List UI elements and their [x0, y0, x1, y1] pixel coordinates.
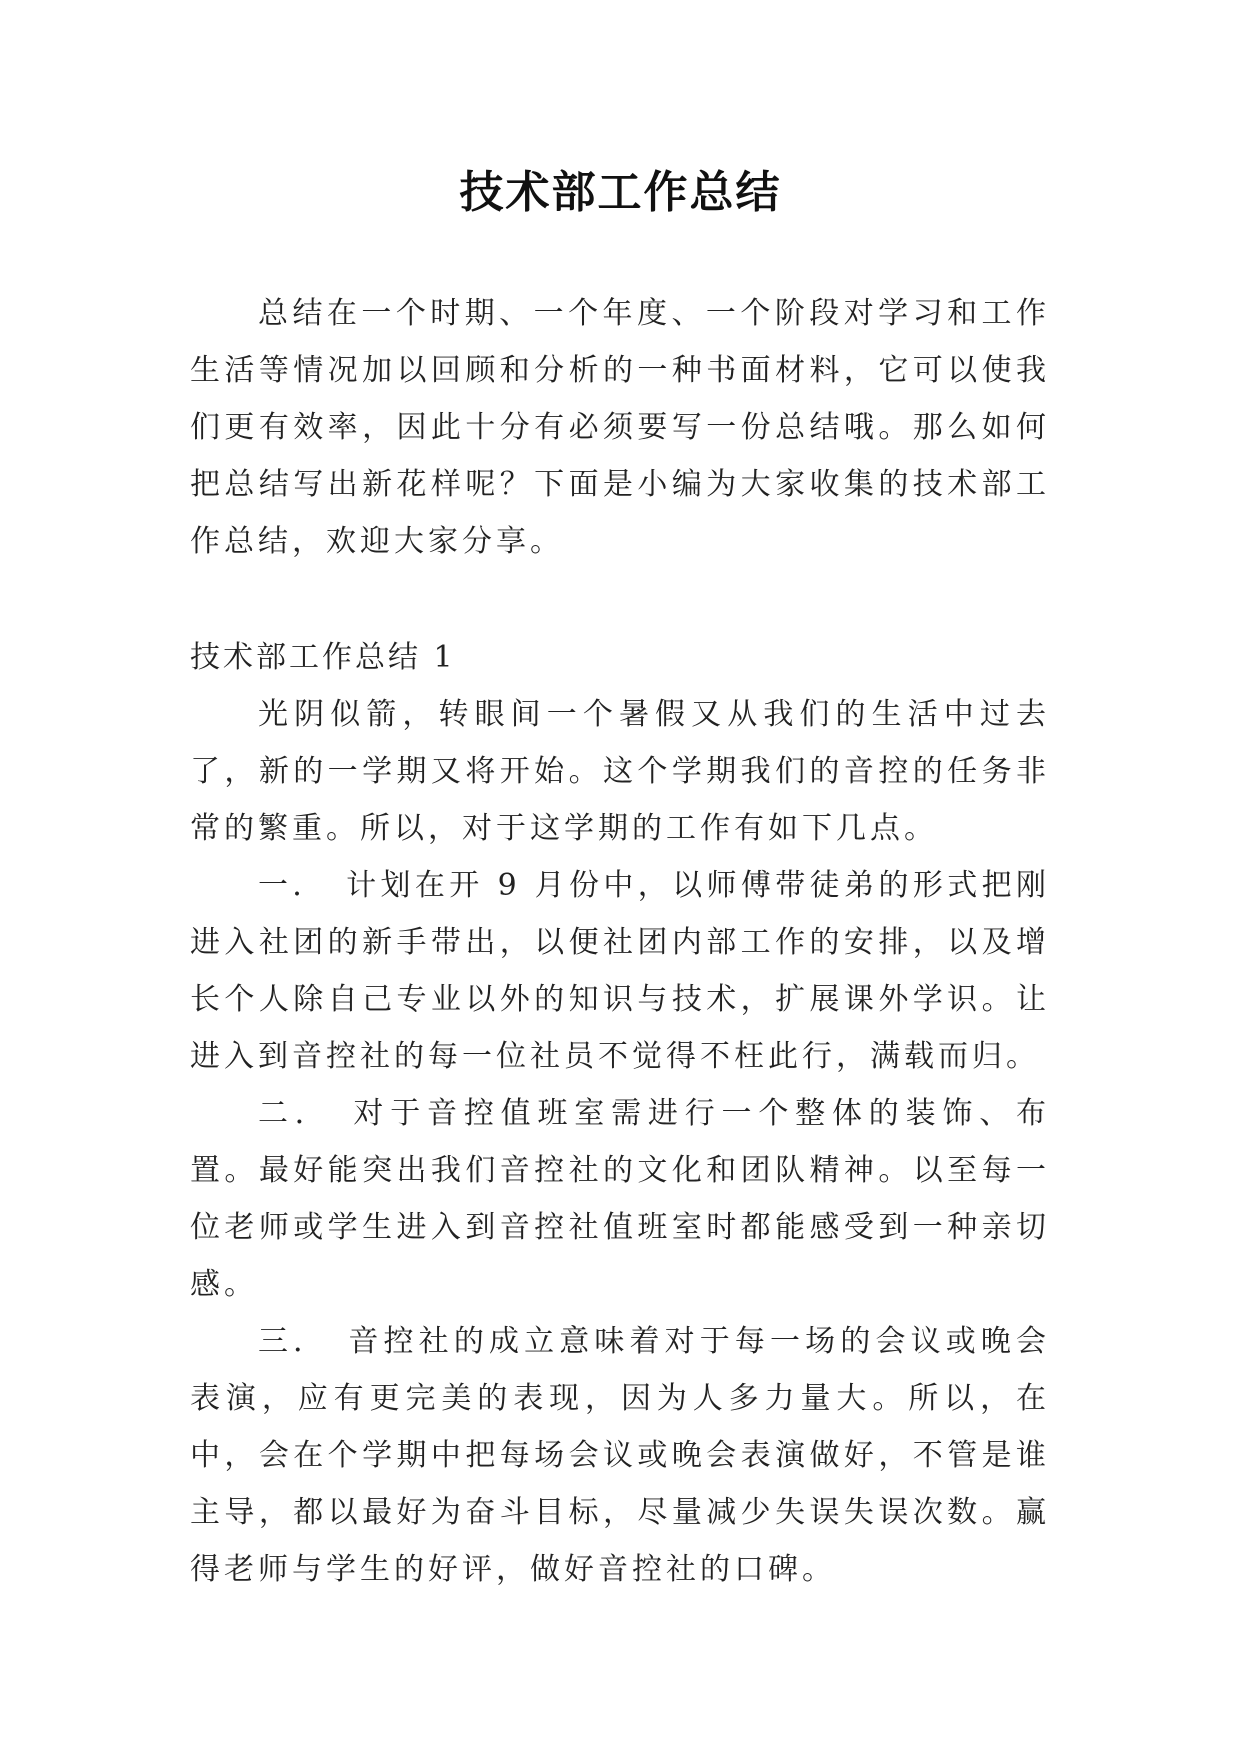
body-paragraph-3: 二． 对于音控值班室需进行一个整体的装饰、布置。最好能突出我们音控社的文化和团队精神。以至每一位老师或学生进入到音控社值班室时都能感受到一种亲切感。 — [190, 1096, 1050, 1302]
body-paragraph-1: 光阴似箭，转眼间一个暑假又从我们的生活中过去了，新的一学期又将开始。这个学期我们的音控的任务非常的繁重。所以，对于这学期的工作有如下几点。 — [190, 697, 1050, 846]
section-heading: 技术部工作总结 1 — [190, 640, 456, 675]
intro-paragraph: 总结在一个时期、一个年度、一个阶段对学习和工作生活等情况加以回顾和分析的一种书面材料，它可以使我们更有效率，因此十分有必须要写一份总结哦。那么如何把总结写出新花样呢？下面是小编为大家收集的技术部工作总结，欢迎大家分享。 — [190, 296, 1050, 559]
document-body — [190, 285, 1050, 1598]
body-paragraph-2: 一． 计划在开 9 月份中，以师傅带徒弟的形式把刚进入社团的新手带出，以便社团内部工作的安排，以及增长个人除自己专业以外的知识与技术，扩展课外学识。让进入到音控社的每一位社员不觉得不枉此行，满载而归。 — [190, 868, 1050, 1074]
spacer — [190, 570, 1050, 629]
body-paragraph-4: 三． 音控社的成立意味着对于每一场的会议或晚会表演，应有更完美的表现，因为人多力量大。所以，在中，会在个学期中把每场会议或晚会表演做好，不管是谁主导，都以最好为奋斗目标，尽量减少失误失误次数。赢得老师与学生的好评，做好音控社的口碑。 — [190, 1324, 1050, 1587]
document-title: 技术部工作总结 — [459, 167, 782, 218]
